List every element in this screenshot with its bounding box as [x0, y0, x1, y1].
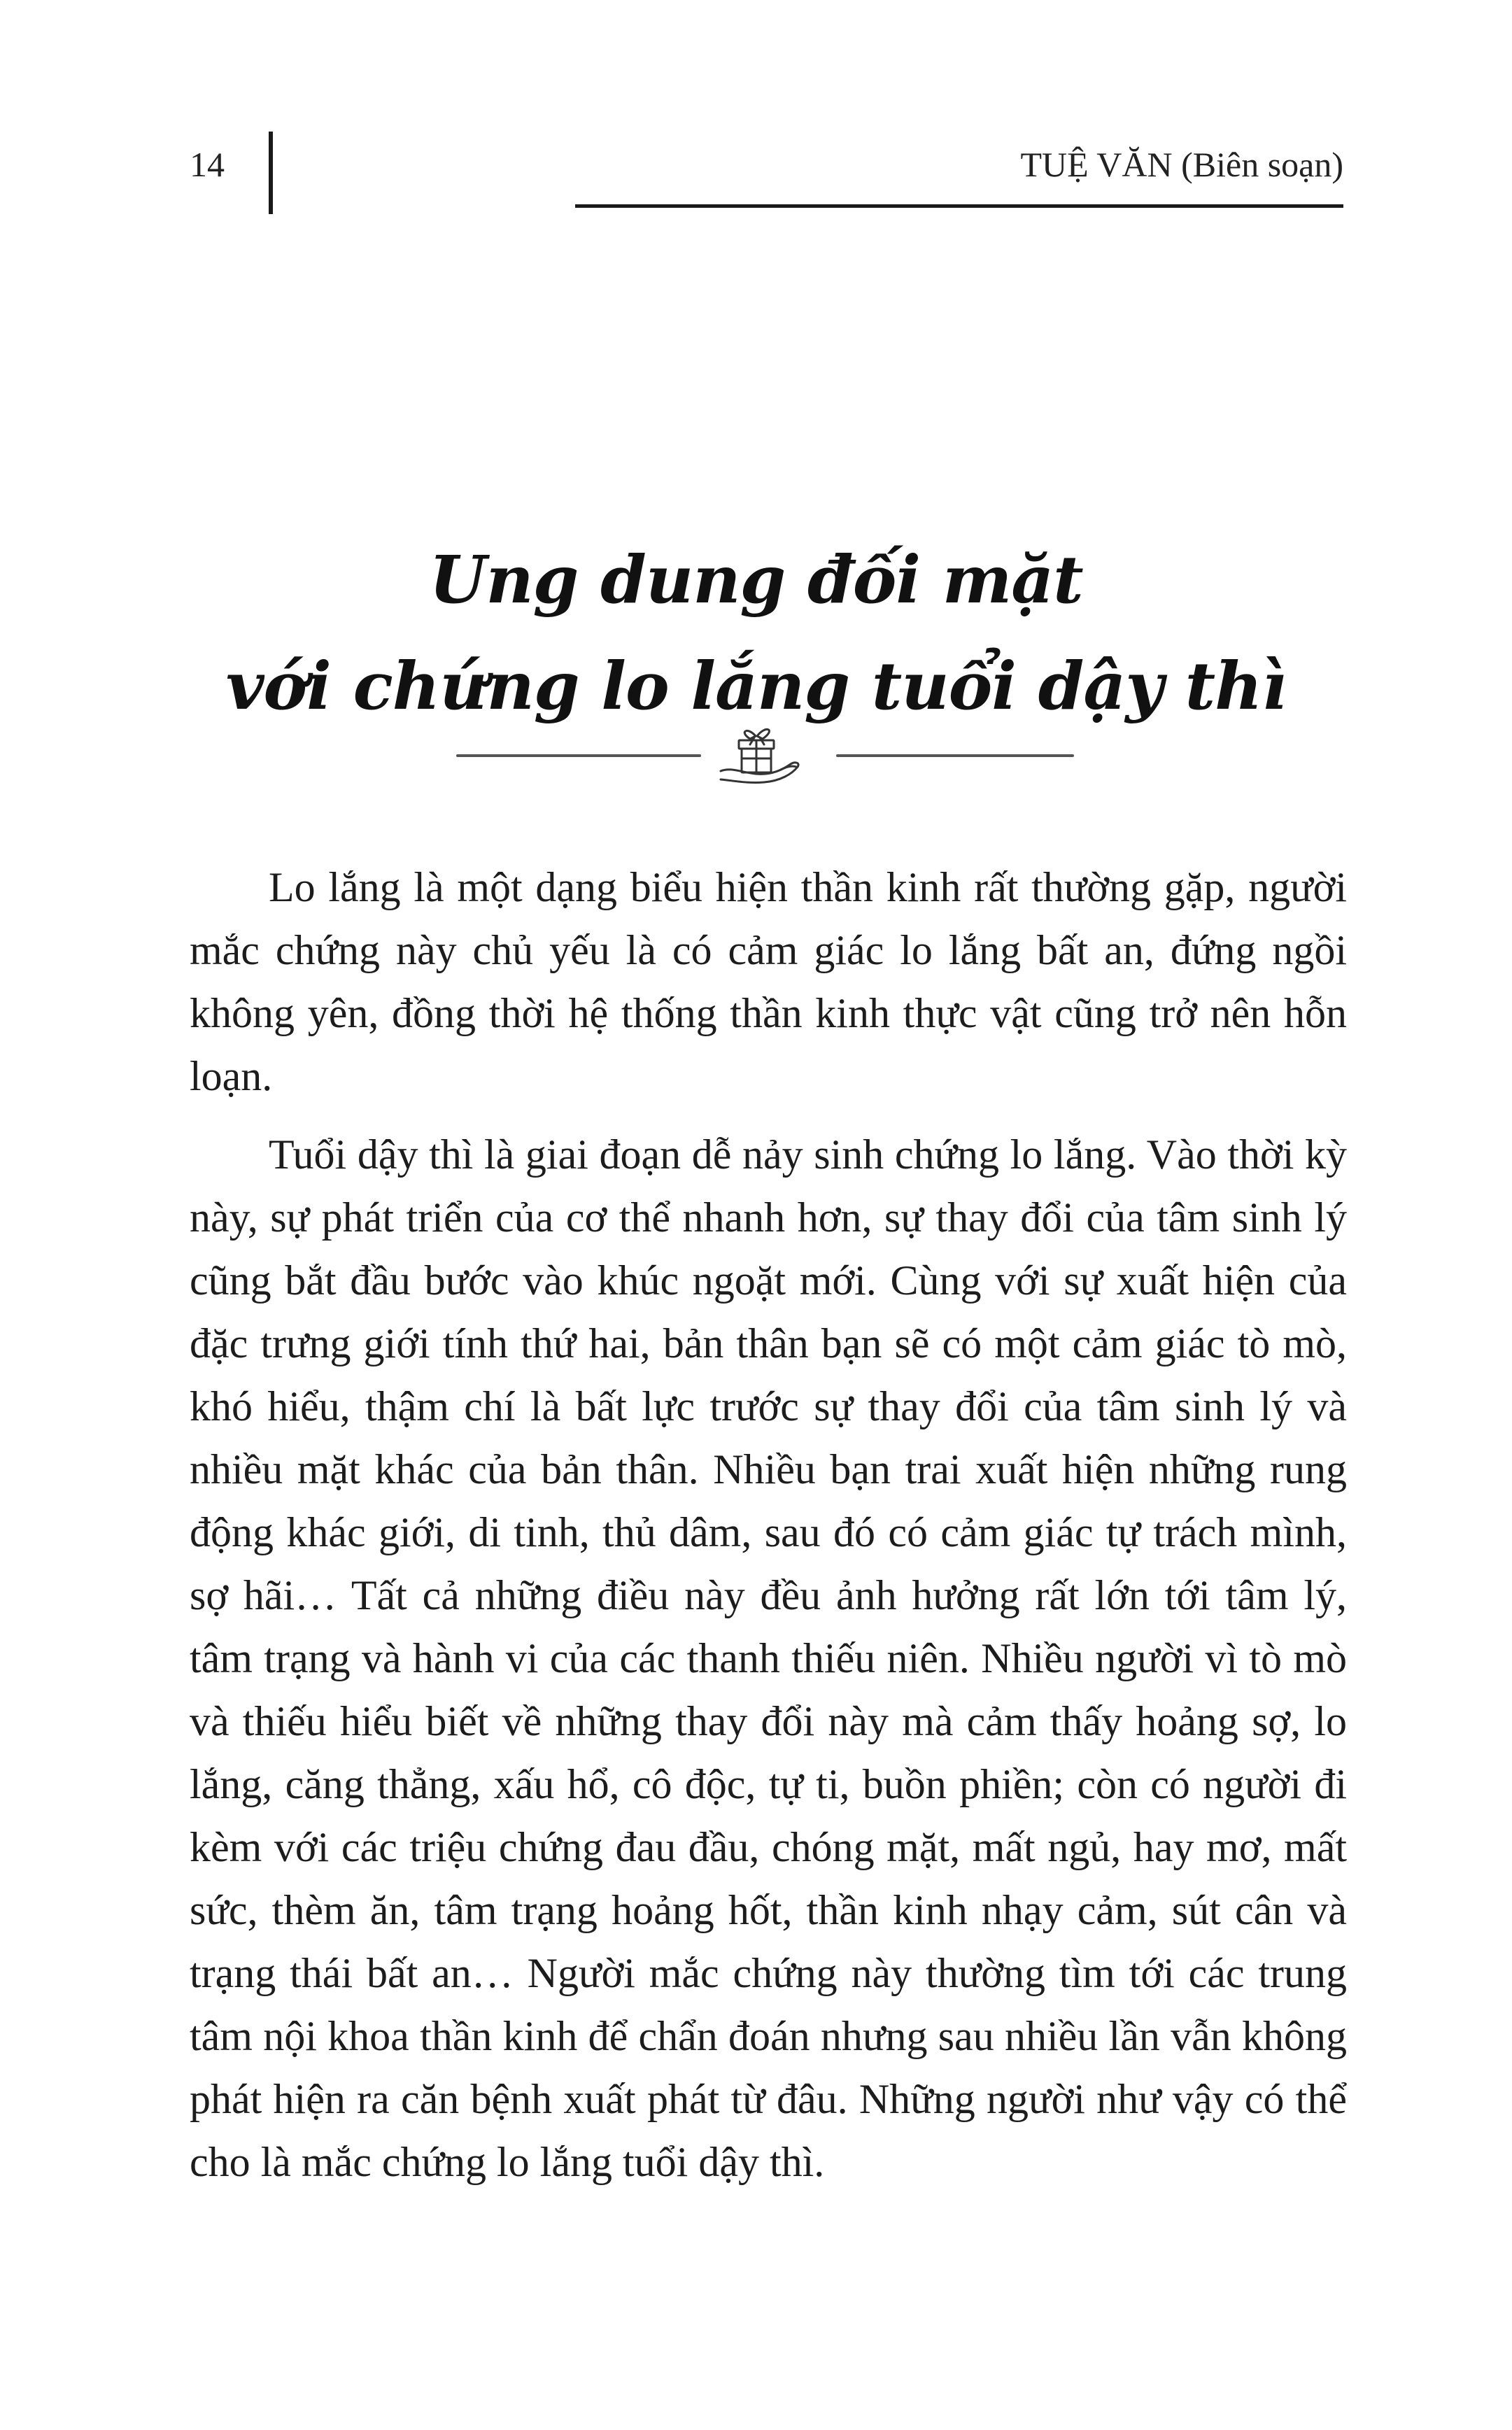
- body-text: [190, 856, 1347, 2209]
- gift-on-hand-icon: [714, 721, 826, 791]
- chapter-title-line-1: Ung dung đối mặt: [429, 541, 1083, 619]
- ornament-line-left: [456, 754, 701, 757]
- ornament-line-right: [836, 754, 1074, 757]
- header-rule: [575, 204, 1343, 208]
- page-header: [0, 0, 1512, 224]
- paragraph: Tuổi dậy thì là giai đoạn dễ nảy sinh chứng lo lắng. Vào thời kỳ này, sự phát triển của cơ thể nhanh hơn, sự thay đổi của tâm sinh lý cũng bắt đầu bước vào khúc ngoặt mới. Cùng với sự xuất hiện của đặc trưng giới tính thứ hai, bản thân bạn sẽ có một cảm giác tò mò, khó hiểu, thậm chí là bất lực trước sự thay đổi của tâm sinh lý và nhiều mặt khác của bản thân. Nhiều bạn trai xuất hiện những rung động khác giới, di tinh, thủ dâm, sau đó có cảm giác tự trách mình, sợ hãi… Tất cả những điều này đều ảnh hưởng rất lớn tới tâm lý, tâm trạng và hành vi của các thanh thiếu niên. Nhiều người vì tò mò và thiếu hiểu biết về những thay đổi này mà cảm thấy hoảng sợ, lo lắng, căng thẳng, xấu hổ, cô độc, tự ti, buồn phiền; còn có người đi kèm với các triệu chứng đau đầu, chóng mặt, mất ngủ, hay mơ, mất sức, thèm ăn, tâm trạng hoảng hốt, thần kinh nhạy cảm, sút cân và trạng thái bất an… Người mắc chứng này thường tìm tới các trung tâm nội khoa thần kinh để chẩn đoán nhưng sau nhiều lần vẫn không phát hiện ra căn bệnh xuất phát từ đâu. Những người như vậy có thể cho là mắc chứng lo lắng tuổi dậy thì.: [190, 1131, 1347, 2185]
- running-head: TUỆ VĂN (Biên soạn): [1020, 145, 1343, 184]
- paragraph: Lo lắng là một dạng biểu hiện thần kinh rất thường gặp, người mắc chứng này chủ yếu là có cảm giác lo lắng bất an, đứng ngồi không yên, đồng thời hệ thống thần kinh thực vật cũng trở nên hỗn loạn.: [190, 864, 1347, 1099]
- chapter-title: [0, 527, 1512, 740]
- chapter-title-line-2: với chứng lo lắng tuổi dậy thì: [225, 647, 1287, 725]
- title-ornament: [448, 721, 1078, 791]
- page-number: 14: [190, 145, 225, 184]
- header-divider-bar: [269, 132, 273, 214]
